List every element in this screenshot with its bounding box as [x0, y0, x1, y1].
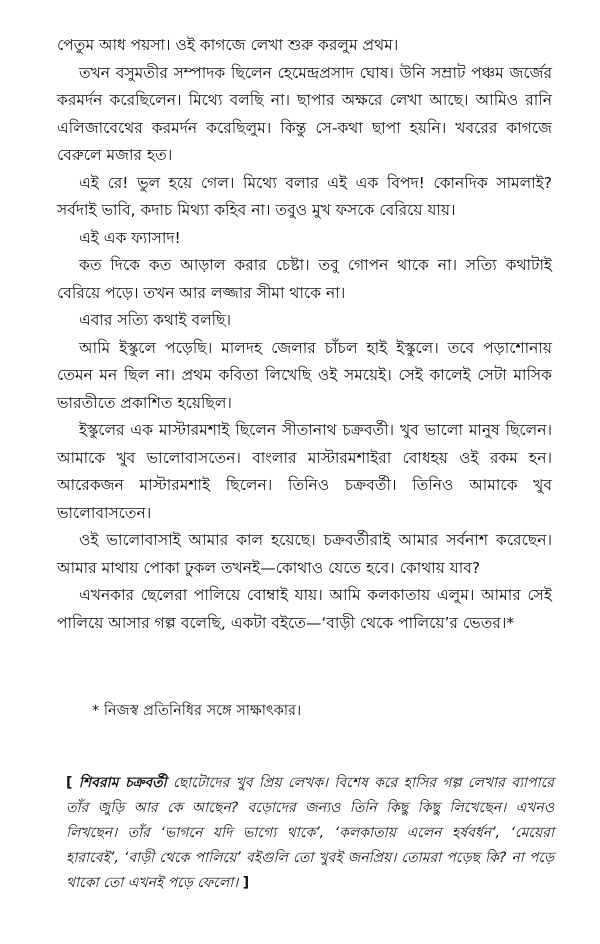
paragraph-8: ইস্কুলের এক মাস্টারমশাই ছিলেন সীতানাথ চক্রবর্তী। খুব ভালো মানুষ ছিলেন। আমাকে খুব ভালোবাসতেন। বাংলার মাস্টারমশাইরা বোধহয় ওই রকম হন। আরেকজন মাস্টারমশাই ছিলেন। তিনিও চক্রবর্তী। তিনিও আমাকে খুব ভালোবাসতেন। [57, 421, 552, 522]
note-open-bracket: [ [66, 775, 73, 791]
paragraph-6: এবার সত্যি কথাই বলছি। [79, 311, 232, 329]
paragraph-5: কত দিকে কত আড়াল করার চেষ্টা। তবু গোপন থাকে না। সত্যি কথাটাই বেরিয়ে পড়ে। তখন আর লজ্জার সীমা থাকে না। [57, 256, 552, 302]
paragraph-2: তখন বসুমতীর সম্পাদক ছিলেন হেমেন্দ্রপ্রসাদ ঘোষ। উনি সম্রাট পঞ্চম জর্জের করমর্দন করেছিলেন। মিথ্যে বলছি না। ছাপার অক্ষরে লেখা আছে। আমিও রানি এলিজাবেথের করমর্দন করেছিলুম। কিন্তু সে-কথা ছাপা হয়নি। খবরের কাগজে বেরুলে মজার হত। [57, 63, 552, 164]
paragraph-3: এই রে! ভুল হয়ে গেল। মিথ্যে বলার এই এক বিপদ! কোনদিক সামলাই? সর্বদাই ভাবি, কদাচ মিথ্যা কহিব না। তবুও মুখ ফসকে বেরিয়ে যায়। [57, 173, 552, 219]
note-close-bracket: ] [242, 875, 250, 891]
note-body: ছোটোদের খুব প্রিয় লেখক। বিশেষ করে হাসির গল্প লেখার ব্যাপারে তাঁর জুড়ি আর কে আছেন? বড়োদের জন্যও তিনি কিছু কিছু লিখেছেন। এখনও লিখছেন। তাঁর ‘ভাগনে যদি ভাগ্যে থাকে’, ‘কলকাতায় এলেন হর্ষবর্ধন’, ‘মেয়েরা হারাবেই’, ‘বাড়ী থেকে পালিয়ে’ বইগুলি তো খুবই জনপ্রিয়। তোমরা পড়েছ কি? না পড়ে থাকো তো এখনই পড়ে ফেলো। [66, 775, 554, 891]
paragraph-9: ওই ভালোবাসাই আমার কাল হয়েছে। চক্রবর্তীরাই আমার সর্বনাশ করেছেন। আমার মাথায় পোকা ঢুকল তখনই—কোথাও যেতে হবে। কোথায় যাব? [57, 531, 552, 577]
paragraph-7: আমি ইস্কুলে পড়েছি। মালদহ জেলার চাঁচল হাই ইস্কুলে। তবে পড়াশোনায় তেমন মন ছিল না। প্রথম কবিতা লিখেছি ওই সময়েই। সেই কালেই সেটা মাসিক ভারতীতে প্রকাশিত হয়েছিল। [57, 338, 552, 412]
paragraph-1: পেতুম আধ পয়সা। ওই কাগজে লেখা শুরু করলুম প্রথম। [57, 36, 399, 54]
footnote: * নিজস্ব প্রতিনিধির সঙ্গে সাক্ষাৎকার। [92, 703, 302, 719]
main-text [57, 32, 552, 637]
paragraph-4: এই এক ফ্যাসাদ! [79, 228, 181, 247]
note-author-name: শিবরাম চক্রবর্তী [78, 775, 167, 791]
paragraph-10: এখনকার ছেলেরা পালিয়ে বোম্বাই যায়। আমি কলকাতায় এলুম। আমার সেই পালিয়ে আসার গল্প বলেছি, একটা বইতে—‘বাড়ী থেকে পালিয়ে’র ভেতর।* [57, 586, 552, 632]
author-note [66, 771, 554, 896]
